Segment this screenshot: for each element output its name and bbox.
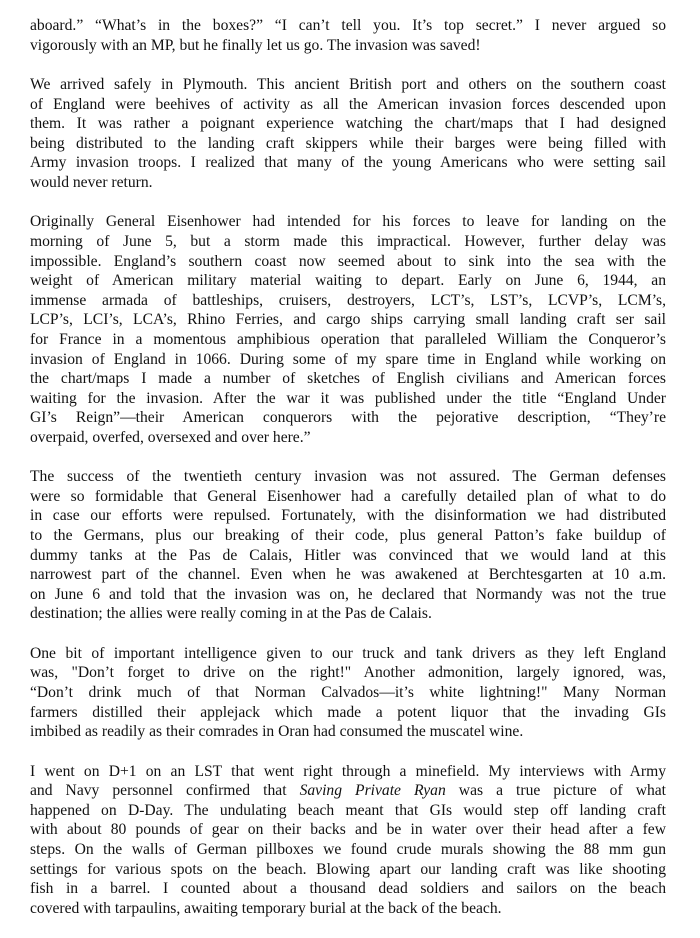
text-line: weight of American military material waiting to depart. Early on June 6, 1944, an bbox=[30, 272, 666, 290]
text-line: vigorously with an MP, but he finally let us go. The invasion was saved! bbox=[30, 36, 481, 54]
text-segment: was a true picture of what bbox=[445, 782, 667, 800]
text-line: of England were beehives of activity as all the American invasion forces descended upon bbox=[30, 95, 666, 113]
text-line: would never return. bbox=[30, 173, 153, 191]
text-line: aboard.” “What’s in the boxes?” “I can’t tell you. It’s top secret.” I never argued so bbox=[30, 17, 666, 34]
text-line: overpaid, overfed, oversexed and over here.” bbox=[30, 428, 311, 446]
text-line: was, "Don’t forget to drive on the right!" Another admonition, largely ignored, was, bbox=[30, 664, 666, 682]
text-line: GI’s Reign”—their American conquerors with the pejorative description, “They’re bbox=[30, 409, 666, 427]
text-line: to the Germans, plus our breaking of their code, plus general Patton’s fake buildup of bbox=[30, 527, 666, 545]
text-line: farmers distilled their applejack which made a potent liquor that the invading GIs bbox=[30, 703, 666, 721]
text-line-with-italic bbox=[30, 781, 666, 801]
paragraph-4 bbox=[30, 467, 666, 624]
paragraph-1 bbox=[30, 16, 666, 55]
text-line: LCP’s, LCI’s, LCA’s, Rhino Ferries, and cargo ships carrying small landing craft ser sail bbox=[30, 311, 666, 329]
text-line: narrowest part of the channel. Even when he was awakened at Berchtesgarten at 10 a.m. bbox=[30, 566, 666, 584]
text-line: them. It was rather a poignant experience watching the chart/maps that I had designed bbox=[30, 115, 666, 133]
text-line: “Don’t drink much of that Norman Calvados—it’s white lightning!" Many Norman bbox=[30, 684, 666, 701]
film-title: Saving Private Ryan bbox=[299, 782, 446, 800]
text-line: dummy tanks at the Pas de Calais, Hitler was convinced that we would land at this bbox=[30, 546, 666, 564]
text-line: were so formidable that General Eisenhower had a carefully detailed plan of what to do bbox=[30, 487, 666, 505]
text-line: with about 80 pounds of gear on their backs and be in water over their head after a few bbox=[30, 821, 666, 839]
paragraph-2 bbox=[30, 75, 666, 193]
text-line: The success of the twentieth century invasion was not assured. The German defenses bbox=[30, 468, 666, 486]
text-line: on June 6 and told that the invasion was on, he declared that Normandy was not the true bbox=[30, 585, 666, 603]
text-line: in case our efforts were repulsed. Fortunately, with the disinformation we had distributed bbox=[30, 507, 666, 525]
text-line: We arrived safely in Plymouth. This ancient British port and others on the southern coast bbox=[30, 75, 666, 93]
text-line: waiting for the invasion. After the war it was published under the title “England Under bbox=[30, 389, 666, 407]
text-line: Army invasion troops. I realized that many of the young Americans who were setting sail bbox=[30, 154, 666, 172]
paragraph-6 bbox=[30, 762, 666, 919]
text-line: fish in a barrel. I counted about a thousand dead soldiers and sailors on the beach bbox=[30, 880, 666, 898]
text-line: destination; the allies were really coming in at the Pas de Calais. bbox=[30, 605, 432, 623]
text-line: covered with tarpaulins, awaiting temporary burial at the back of the beach. bbox=[30, 899, 502, 917]
text-line: imbibed as readily as their comrades in Oran had consumed the muscatel wine. bbox=[30, 723, 524, 741]
text-line: I went on D+1 on an LST that went right through a minefield. My interviews with Army bbox=[30, 762, 666, 780]
text-line: immense armada of battleships, cruisers, destroyers, LCT’s, LST’s, LCVP’s, LCM’s, bbox=[30, 291, 666, 309]
text-line: the chart/maps I made a number of sketches of English civilians and American forces bbox=[30, 370, 666, 388]
text-segment: and Navy personnel confirmed that bbox=[30, 782, 300, 800]
paragraph-5 bbox=[30, 644, 666, 742]
text-line: impossible. England’s southern coast now seemed about to sink into the sea with the bbox=[30, 252, 666, 270]
text-line: happened on D-Day. The undulating beach meant that GIs would step off landing craft bbox=[30, 801, 666, 819]
text-line: steps. On the walls of German pillboxes we found crude murals showing the 88 mm gun bbox=[30, 840, 666, 858]
text-line: Originally General Eisenhower had intended for his forces to leave for landing on the bbox=[30, 213, 666, 231]
text-line: being distributed to the landing craft skippers while their barges were being filled with bbox=[30, 134, 666, 152]
text-line: for France in a momentous amphibious operation that paralleled William the Conqueror’s bbox=[30, 330, 666, 348]
text-line: One bit of important intelligence given to our truck and tank drivers as they left England bbox=[30, 644, 666, 662]
document-page bbox=[30, 16, 666, 938]
paragraph-3 bbox=[30, 212, 666, 447]
text-line: morning of June 5, but a storm made this impractical. However, further delay was bbox=[30, 232, 666, 250]
text-line: settings for various spots on the beach. Blowing apart our landing craft was like shooting bbox=[30, 860, 666, 878]
text-line: invasion of England in 1066. During some of my spare time in England while working on bbox=[30, 350, 666, 368]
